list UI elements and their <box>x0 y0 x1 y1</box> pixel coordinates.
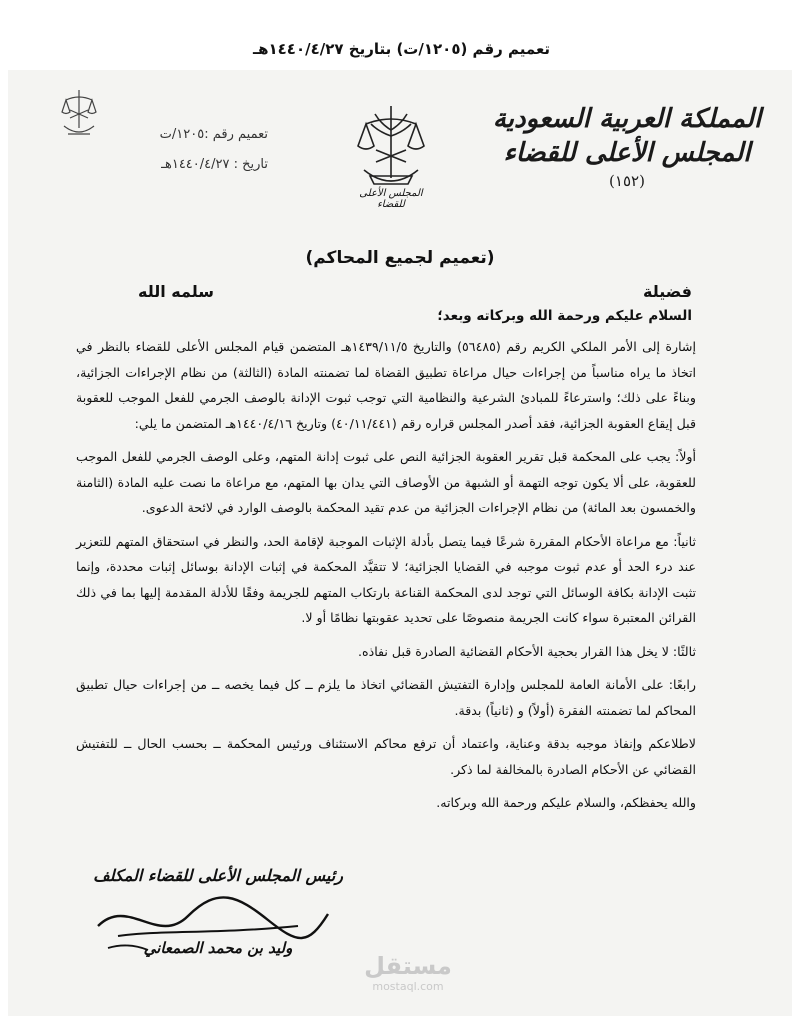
signatory-name: وليد بن محمد الصمعاني <box>143 939 293 957</box>
paragraph-intro: إشارة إلى الأمر الملكي الكريم رقم (٥٦٤٨٥) والتاريخ ١٤٣٩/١١/٥هـ المتضمن قيام المجلس الأعلى للقضاء بالنظر في اتخاذ ما يراه مناسباً من إجراءات حيال مراعاة تطبيق القضاة لما تضمنته المادة (الثالثة) من نظام الإجراءات الجزائية، وبناءً على ذلك؛ واسترعاءً للمبادئ الشرعية والنظامية التي توجب ثبوت الإدانة بالوصف الجرمي للفعل الموجب للعقوبة قبل إيقاع العقوبة الجزائية، فقد أصدر المجلس قراره رقم (٤٠/١١/٤٤١) وتاريخ ١٤٤٠/٤/١٦هـ المتضمن ما يلي: <box>76 339 696 431</box>
document-caption: تعميم رقم (١٢٠٥/ت) بتاريخ ١٤٤٠/٤/٢٧هـ <box>252 40 551 58</box>
salutation <box>138 282 692 306</box>
paragraph-second: ثانياً: مع مراعاة الأحكام المقررة شرعًا فيما يتصل بأدلة الإثبات الموجبة لإقامة الحد، والنظر في استحقاق المتهم للتعزير عند درء الحد أو عدم ثبوت موجبه في القضايا الجزائية؛ لا تتقيَّد المحكمة في إثبات الإدانة بوسائل إثبات محددة، وإنما تثبت الإدانة بكافة الوسائل التي توجد لدى المحكمة القناعة بارتكاب المتهم للجريمة وفقًا للأدلة المقدمة إليها بما في ذلك القرائن المعتبرة سواء كانت الجريمة منصوصًا على تحديد عقوبتها نظامًا أو لا. <box>76 533 696 625</box>
handwritten-signature-icon <box>68 886 348 956</box>
paragraph-third: ثالثًا: لا يخل هذا القرار بحجية الأحكام القضائية الصادرة قبل نفاذه. <box>358 643 696 659</box>
reference-number: تعميم رقم :١٢٠٥/ت <box>159 127 268 142</box>
reference-block <box>118 120 268 180</box>
letterhead-country: المملكة العربية السعودية <box>492 104 762 134</box>
small-emblem-icon <box>56 86 102 142</box>
small-emblem <box>56 86 102 142</box>
reference-date: تاريخ : ١٤٤٠/٤/٢٧هـ <box>161 157 268 172</box>
letter-body <box>76 334 696 816</box>
letterhead-council: المجلس الأعلى للقضاء <box>503 138 751 168</box>
scanned-letter <box>8 70 792 1016</box>
greeting: السلام عليكم ورحمة الله وبركاته وبعد؛ <box>437 308 692 324</box>
signatory-title: رئيس المجلس الأعلى للقضاء المكلف <box>93 866 343 885</box>
watermark-arabic: مستقل <box>364 952 452 980</box>
letterhead-code: (١٥٢) <box>609 172 645 190</box>
paragraph-fourth: رابعًا: على الأمانة العامة للمجلس وإدارة التفتيش القضائي اتخاذ ما يلزم ــ كل فيما يخصه ــ من إجراءات حيال تطبيق المحاكم لما تضمنته الفقرة (أولاً) و (ثانياً) بدقة. <box>76 677 696 718</box>
paragraph-first: أولاً: يجب على المحكمة قبل تقرير العقوبة الجزائية النص على ثبوت إدانة المتهم، وعلى الوصف الجرمي للفعل الموجب للعقوبة، على ألا يكون توجه التهمة أو الشبهة من الأوصاف التي يدان بها المتهم، مع مراعاة ما نصت عليه المادة (الثامنة والخمسون بعد المائة) من نظام الإجراءات الجزائية من عدم تقيد المحكمة بالوصف الوارد في لائحة الدعوى. <box>76 449 696 515</box>
salutation-blessing: سلمه الله <box>138 282 214 301</box>
emblem-caption: المجلس الأعلى للقضاء <box>359 188 423 210</box>
circular-title: (تعميم لجميع المحاكم) <box>305 248 495 268</box>
paragraph-closing: لاطلاعكم وإنفاذ موجبه بدقة وعناية، واعتماد أن ترفع محاكم الاستئناف ورئيس المحكمة ــ بحسب الحال ــ للتفتيش القضائي عن الأحكام الصادرة بالمخالفة لما ذكر. <box>76 736 696 777</box>
watermark <box>348 952 468 993</box>
scales-palm-emblem-icon <box>346 100 436 192</box>
watermark-latin: mostaql.com <box>372 980 444 993</box>
paragraph-farewell: والله يحفظكم، والسلام عليكم ورحمة الله وبركاته. <box>436 795 696 810</box>
council-emblem <box>346 100 436 210</box>
letterhead <box>492 102 762 190</box>
salutation-honorific: فضيلة <box>642 282 692 301</box>
